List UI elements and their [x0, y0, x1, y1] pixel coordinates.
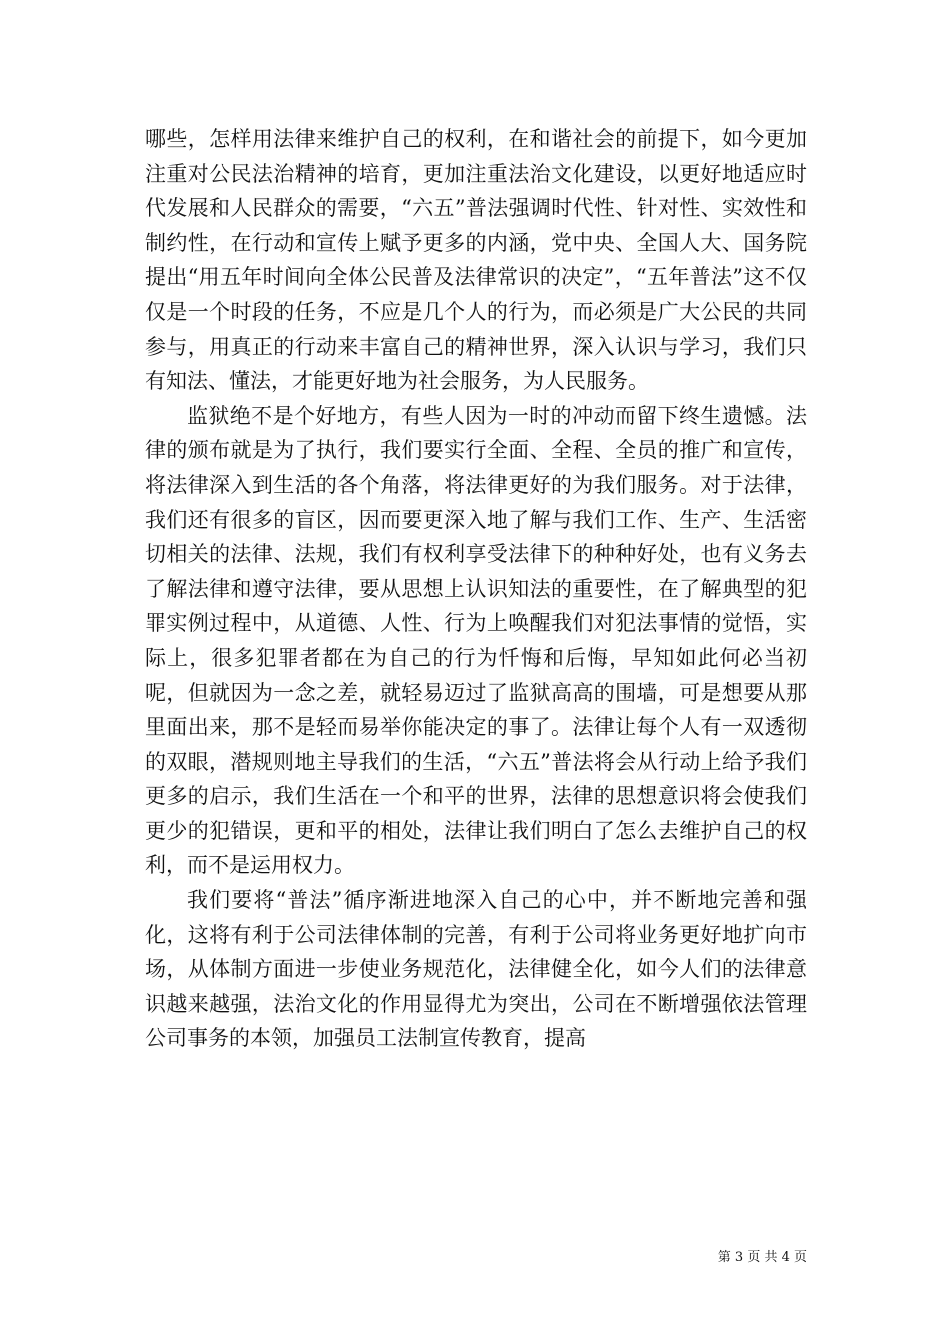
page-number-footer: 第 3 页 共 4 页	[717, 1250, 807, 1265]
paragraph-2: 监狱绝不是个好地方，有些人因为一时的冲动而留下终生遗憾。法律的颁布就是为了执行，我们要实行全面、全程、全员的推广和宣传，将法律深入到生活的各个角落，将法律更好的为我们服务。对于法律，我们还有很多的盲区，因而要更深入地了解与我们工作、生产、生活密切相关的法律、法规，我们有权利享受法律下的种种好处，也有义务去了解法律和遵守法律，要从思想上认识知法的重要性，在了解典型的犯罪实例过程中，从道德、人性、行为上唤醒我们对犯法事情的觉悟，实际上，很多犯罪者都在为自己的行为忏悔和后悔，早知如此何必当初呢，但就因为一念之差，就轻易迈过了监狱高高的围墙，可是想要从那里面出来，那不是轻而易举你能决定的事了。法律让每个人有一双透彻的双眼，潜规则地主导我们的生活，“六五”普法将会从行动上给予我们更多的启示，我们生活在一个和平的世界，法律的思想意识将会使我们更少的犯错误，更和平的相处，法律让我们明白了怎么去维护自己的权利，而不是运用权力。	[145, 403, 807, 878]
document-body	[145, 122, 807, 1056]
paragraph-3: 我们要将“普法”循序渐进地深入自己的心中，并不断地完善和强化，这将有利于公司法律体制的完善，有利于公司将业务更好地扩向市场，从体制方面进一步使业务规范化，法律健全化，如今人们的法律意识越来越强，法治文化的作用显得尤为突出，公司在不断增强依法管理公司事务的本领，加强员工法制宣传教育，提高	[145, 888, 807, 1051]
paragraph-1: 哪些，怎样用法律来维护自己的权利，在和谐社会的前提下，如今更加注重对公民法治精神的培育，更加注重法治文化建设，以更好地适应时代发展和人民群众的需要，“六五”普法强调时代性、针对性、实效性和制约性，在行动和宣传上赋予更多的内涵，党中央、全国人大、国务院提出“用五年时间向全体公民普及法律常识的决定”，“五年普法”这不仅仅是一个时段的任务，不应是几个人的行为，而必须是广大公民的共同参与，用真正的行动来丰富自己的精神世界，深入认识与学习，我们只有知法、懂法，才能更好地为社会服务，为人民服务。	[145, 127, 807, 394]
